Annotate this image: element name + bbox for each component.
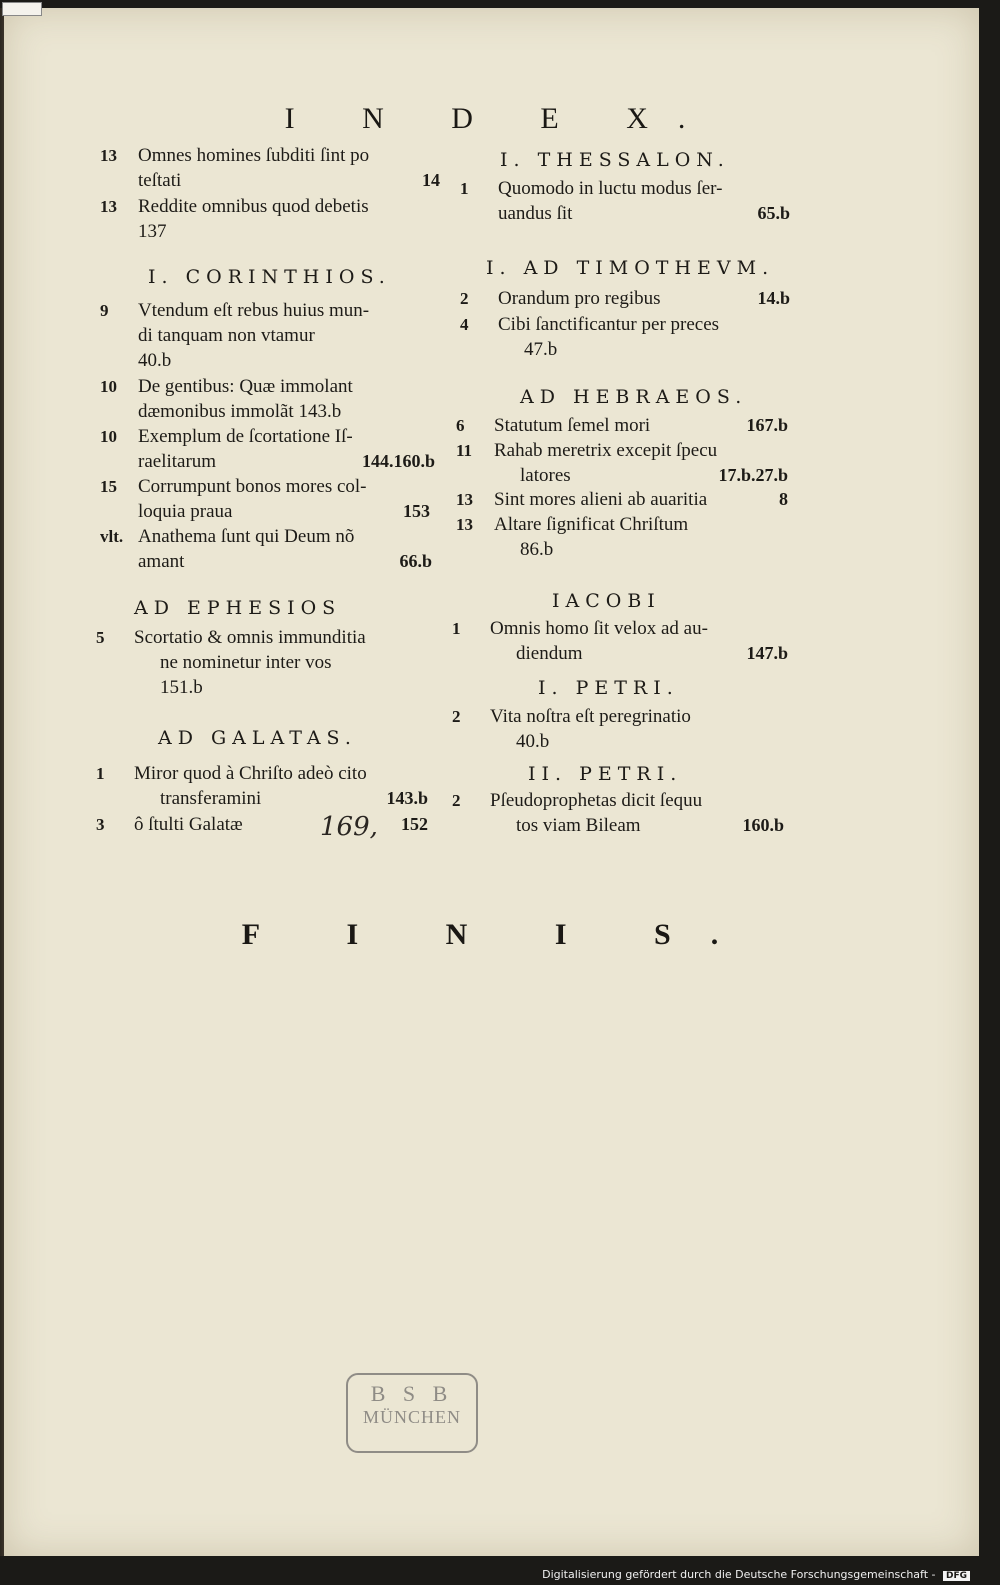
index-entry: 1 Quomodo in luctu modus ſer- uandus ſit 65.b xyxy=(460,178,790,224)
index-entry: 2 Orandum pro regibus 14.b xyxy=(460,288,790,309)
footer-credit: Digitalisierung gefördert durch die Deutsche Forschungsgemeinschaft - DFG xyxy=(542,1568,970,1581)
page-ref: 143.b xyxy=(386,788,428,808)
section-heading: I. THESSALON. xyxy=(500,149,730,171)
section-heading: AD GALATAS. xyxy=(158,727,357,749)
page-ref: 14.b xyxy=(757,288,790,308)
index-entry: 1 Miror quod à Chriſto adeò cito transferamini 143.b xyxy=(96,763,428,809)
section-heading: IACOBI xyxy=(552,590,661,612)
dfg-logo-icon: DFG xyxy=(943,1571,970,1581)
page-ref: 153 xyxy=(403,501,430,521)
page-ref: 8 xyxy=(779,489,788,509)
finis-text: F I N I S. xyxy=(241,918,759,951)
index-entry: 11 Rahab meretrix excepit ſpecu latores 17.b.27.b xyxy=(456,440,788,486)
page-ref: 144.160.b xyxy=(361,451,435,471)
handwritten-note: 169, xyxy=(320,812,378,842)
section-heading: II. PETRI. xyxy=(528,763,683,785)
index-entry: 13 Reddite omnibus quod debetis 137 xyxy=(100,196,369,242)
library-stamp: B S B MÜNCHEN xyxy=(346,1373,478,1453)
index-entry: 13 Omnes homines ſubditi ſint po teſtati 14 xyxy=(100,145,440,191)
section-heading: AD HEBRAEOS. xyxy=(520,386,748,408)
index-entry: vlt. Anathema ſunt qui Deum nõ amant 66.b xyxy=(100,526,432,572)
page-ref: 66.b xyxy=(399,551,432,571)
page-ref: 17.b.27.b xyxy=(718,465,788,485)
index-entry: 3 ô ſtulti Galatæ 152 xyxy=(96,814,428,835)
page-ref: 147.b xyxy=(746,643,788,663)
index-entry: 1 Omnis homo ſit velox ad au- diendum 147.b xyxy=(452,618,788,664)
corner-tab xyxy=(2,2,42,16)
page-ref: 14 xyxy=(422,170,440,190)
page-title: I N D E X. xyxy=(284,102,716,135)
index-entry: 6 Statutum ſemel mori 167.b xyxy=(456,415,788,436)
index-entry: 13 Sint mores alieni ab auaritia 8 xyxy=(456,489,788,510)
page-ref: 167.b xyxy=(746,415,788,435)
index-entry: 2 Pſeudoprophetas dicit ſequu tos viam Bileam 160.b xyxy=(452,790,784,836)
section-heading: I. AD TIMOTHEVM. xyxy=(486,257,775,279)
page-ref: 160.b xyxy=(742,815,784,835)
section-heading: I. PETRI. xyxy=(538,677,679,699)
section-heading: I. CORINTHIOS. xyxy=(148,266,391,288)
page-ref: 152 xyxy=(401,814,428,834)
section-heading: AD EPHESIOS xyxy=(134,597,342,619)
index-entry: 10 Exemplum de ſcortatione Iſ- raelitarum 144.160.b xyxy=(100,426,435,472)
page-ref: 65.b xyxy=(757,203,790,223)
index-entry: 15 Corrumpunt bonos mores col- loquia praua 153 xyxy=(100,476,430,522)
